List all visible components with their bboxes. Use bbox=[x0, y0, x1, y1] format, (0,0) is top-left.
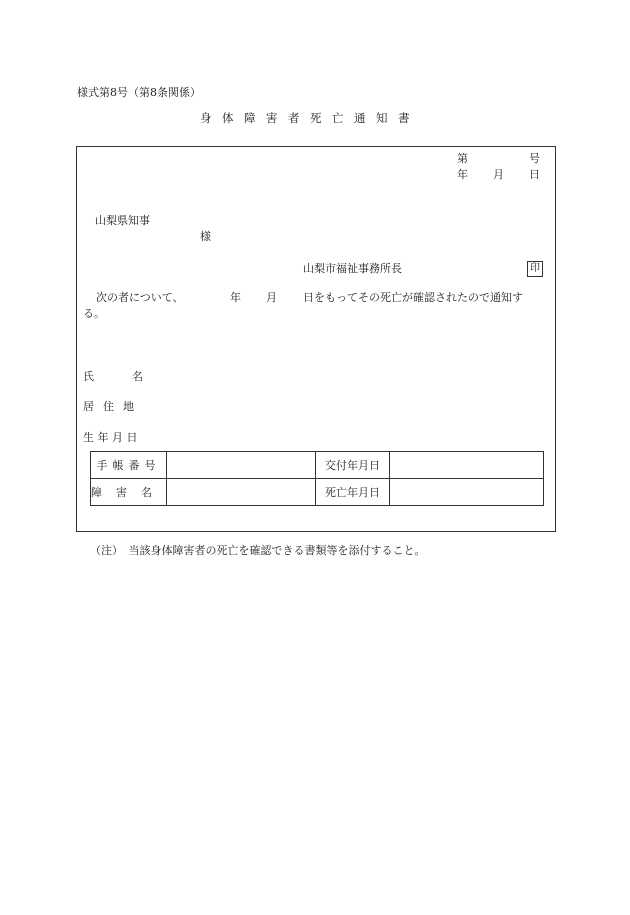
info-table bbox=[90, 451, 544, 506]
body-text-line2: る。 bbox=[83, 307, 105, 320]
date-day-label: 日 bbox=[529, 168, 540, 181]
recipient-honorific: 様 bbox=[200, 230, 211, 243]
document-title: 身体障害者死亡通知書 bbox=[200, 111, 420, 125]
field-address-label: 居住地 bbox=[83, 400, 143, 413]
body-text-start: 次の者について、 bbox=[96, 291, 184, 304]
body-text-end: 日をもってその死亡が確認されたので通知す bbox=[303, 291, 523, 304]
issue-date-value bbox=[390, 452, 544, 479]
field-birthdate-label: 生年月日 bbox=[83, 431, 141, 444]
disability-name-value bbox=[167, 479, 316, 506]
number-prefix: 第 bbox=[457, 152, 468, 165]
footnote: （注） 当該身体障害者の死亡を確認できる書類等を添付すること。 bbox=[90, 544, 426, 557]
handbook-number-label: 手帳番号 bbox=[91, 452, 167, 479]
issuer-name: 山梨市福祉事務所長 bbox=[303, 262, 402, 275]
recipient-name: 山梨県知事 bbox=[95, 214, 150, 227]
number-suffix: 号 bbox=[529, 152, 540, 165]
field-name-label: 氏名 bbox=[83, 370, 181, 383]
body-month-label: 月 bbox=[266, 291, 277, 304]
table-row bbox=[91, 479, 544, 506]
disability-name-label: 障害名 bbox=[91, 479, 167, 506]
issue-date-label: 交付年月日 bbox=[316, 452, 390, 479]
date-year-label: 年 bbox=[457, 168, 468, 181]
handbook-number-value bbox=[167, 452, 316, 479]
form-number-label: 様式第8号（第8条関係） bbox=[77, 86, 201, 99]
date-month-label: 月 bbox=[493, 168, 504, 181]
table-row bbox=[91, 452, 544, 479]
death-date-label: 死亡年月日 bbox=[316, 479, 390, 506]
seal-stamp-box: 印 bbox=[527, 261, 543, 277]
death-date-value bbox=[390, 479, 544, 506]
body-year-label: 年 bbox=[230, 291, 241, 304]
